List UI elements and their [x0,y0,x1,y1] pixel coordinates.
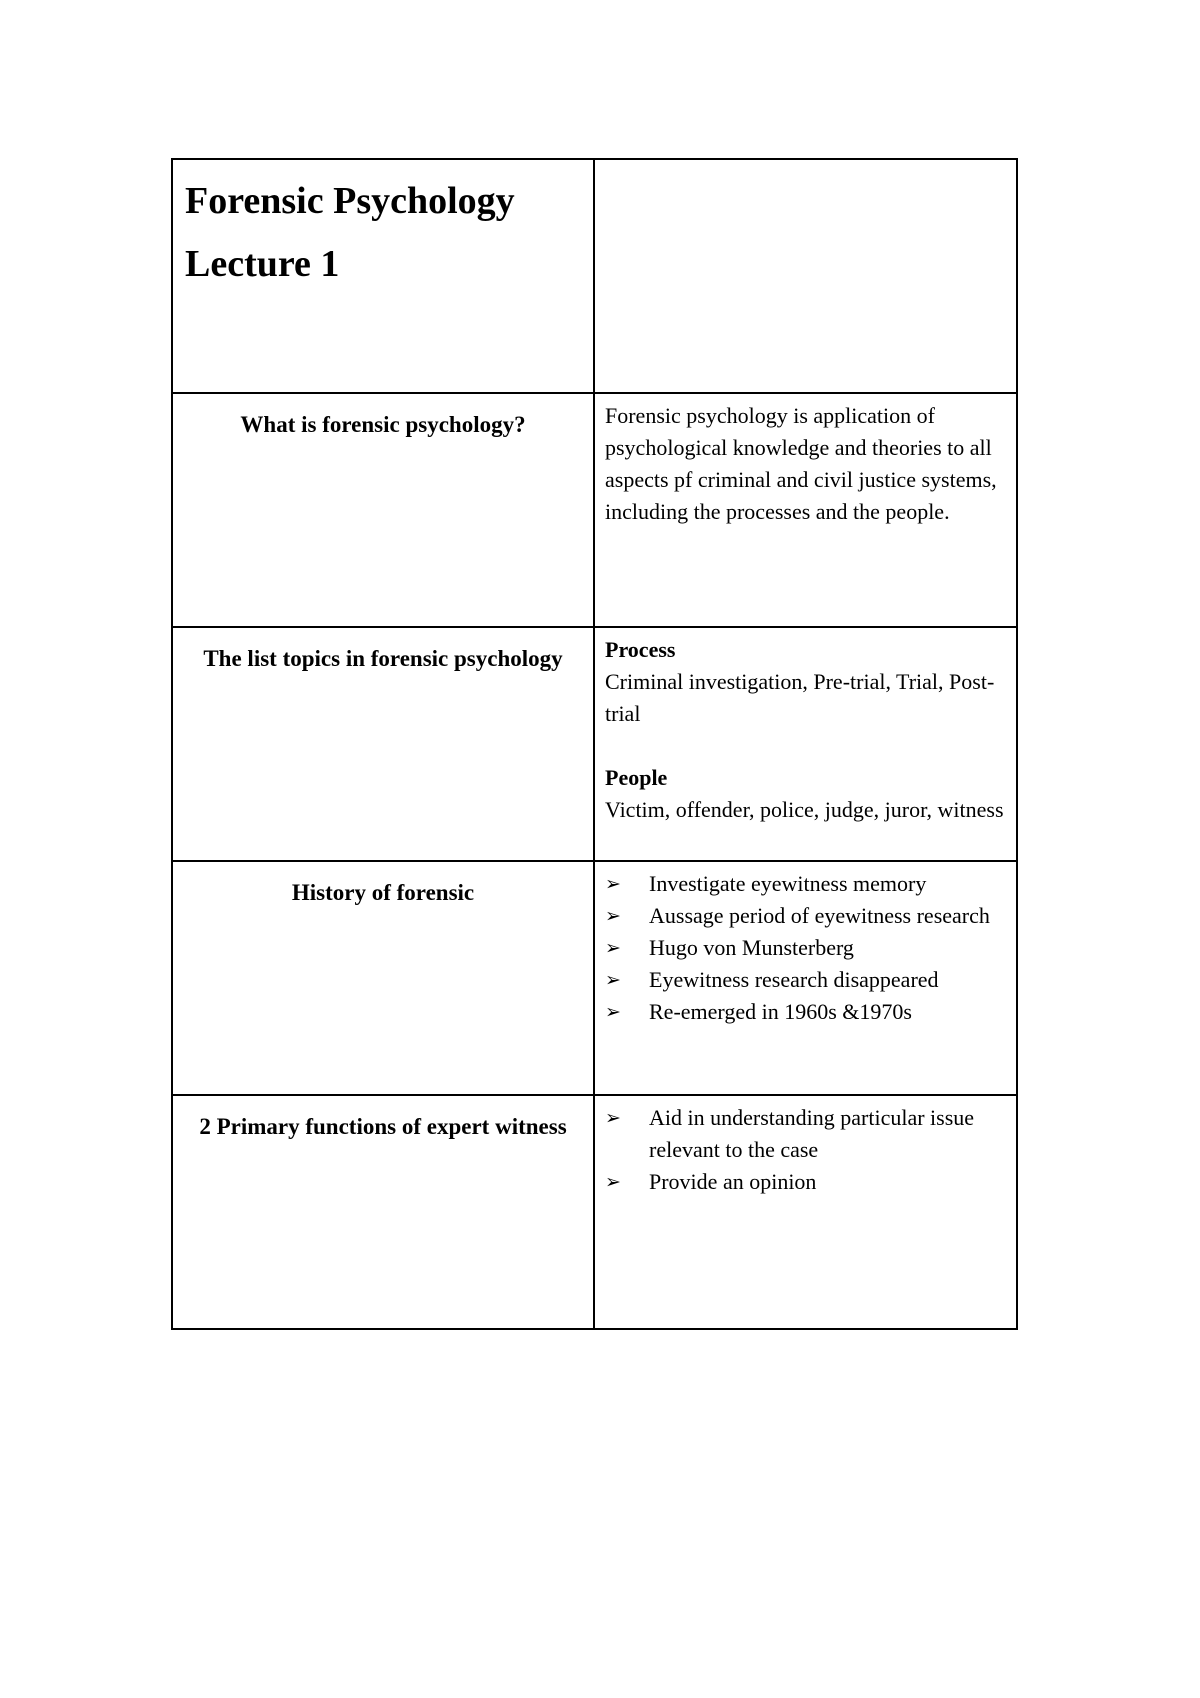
title-line-2: Lecture 1 [185,243,340,285]
table-row [172,1095,1017,1329]
bullet-list [605,868,1006,1028]
list-item [605,932,1006,964]
list-item-text: Re-emerged in 1960s &1970s [649,999,912,1024]
arrowhead-bullet-icon: ➢ [605,937,621,959]
arrowhead-bullet-icon: ➢ [605,905,621,927]
arrowhead-bullet-icon: ➢ [605,1171,621,1193]
arrowhead-bullet-icon: ➢ [605,969,621,991]
list-item [605,964,1006,996]
arrowhead-bullet-icon: ➢ [605,873,621,895]
arrowhead-bullet-icon: ➢ [605,1107,621,1129]
list-item-text: Hugo von Munsterberg [649,935,854,960]
question-cell [172,861,594,1095]
list-item [605,996,1006,1028]
empty-cell [594,159,1017,393]
table-row [172,861,1017,1095]
answer-content [595,628,1016,826]
answer-content [595,1096,1016,1198]
question-text: The list topics in forensic psychology [203,646,563,671]
question-text: History of forensic [291,880,475,905]
answer-cell [594,1095,1017,1329]
bullet-list [605,1102,1006,1198]
question-cell [172,627,594,861]
table-row [172,159,1017,393]
answer-cell [594,861,1017,1095]
title-line-1: Forensic Psychology [185,180,515,222]
table-row [172,627,1017,861]
answer-cell [594,393,1017,627]
title-cell [172,159,594,393]
question-text: What is forensic psychology? [240,412,526,437]
list-item-text: Investigate eyewitness memory [649,871,927,896]
people-label: People [605,765,668,790]
list-item [605,868,1006,900]
document-title [173,160,593,296]
lecture-notes-table [171,158,1018,1330]
answer-cell [594,627,1017,861]
arrowhead-bullet-icon: ➢ [605,1001,621,1023]
list-item-text: Aussage period of eyewitness research [649,903,990,928]
list-item-text: Eyewitness research disappeared [649,967,939,992]
answer-text: Forensic psychology is application of psychological knowledge and theories to all aspects pf criminal and civil justice systems, including the processes and the people. [605,403,997,524]
people-text: Victim, offender, police, judge, juror, witness [605,797,1004,822]
list-item [605,900,1006,932]
question-cell [172,1095,594,1329]
process-label: Process [605,637,676,662]
answer-content [595,862,1016,1028]
table-row [172,393,1017,627]
process-text: Criminal investigation, Pre-trial, Trial, Post-trial [605,669,995,726]
list-item [605,1102,1006,1166]
question-cell [172,393,594,627]
list-item [605,1166,1006,1198]
list-item-text: Provide an opinion [649,1169,817,1194]
question-text: 2 Primary functions of expert witness [199,1114,567,1139]
list-item-text: Aid in understanding particular issue relevant to the case [649,1105,975,1162]
paragraph-spacer [605,730,1006,762]
